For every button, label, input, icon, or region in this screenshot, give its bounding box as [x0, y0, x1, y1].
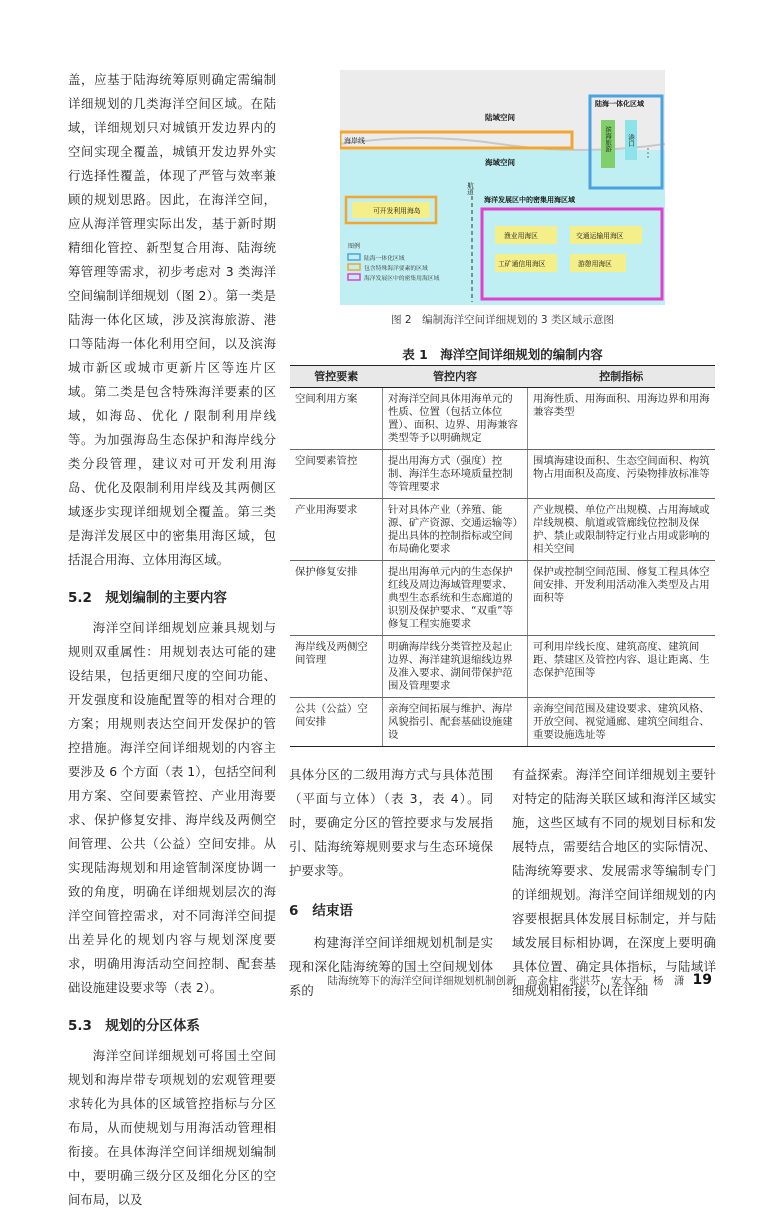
table-cell: 提出用海单元内的生态保护红线及周边海域管理要求、典型生态系统和生态廊道的识别及保护要求、“双重”等修复工程实施要求 [383, 561, 528, 636]
coastline-label: 海岸线 [344, 137, 365, 145]
table-cell: 保护修复安排 [290, 561, 383, 636]
table-cell: 产业用海要求 [290, 499, 383, 561]
transport-label: 交通运输用海区 [576, 232, 624, 240]
table-cell: 亲海空间拓展与维护、海岸风貌指引、配套基础设施建设 [383, 698, 528, 747]
page-footer [328, 972, 712, 988]
table-cell: 公共（公益）空间安排 [290, 698, 383, 747]
table-title: 表 1 海洋空间详细规划的编制内容 [402, 347, 603, 362]
middle-column [289, 763, 493, 1003]
channel-label: 航道 [466, 182, 474, 195]
table-cell: 明确海岸线分类管控及起止边界、海洋建筑退缩线边界及准入要求、湖间带保护范围及管理要求 [383, 636, 528, 698]
section-6-title: 结束语 [312, 903, 353, 919]
land-space-label: 陆域空间 [485, 113, 515, 122]
table-cell: 针对具体产业（养殖、能源、矿产资源、交通运输等）提出具体的控制指标或空间布局确化要求 [383, 499, 528, 561]
page-number: 19 [692, 972, 712, 988]
sea-space-label: 海域空间 [485, 158, 515, 167]
paragraph-5-3: 海洋空间详细规划可将国土空间规划和海岸带专项规划的宏观管理要求转化为具体的区域管控指标与分区布局，从而使规划与用海活动管理相衔接。在具体海洋空间详细规划编制中，要明确三级分区及细化分区的空间布局，以及 [68, 1048, 276, 1207]
table-header-row [290, 366, 715, 388]
table-row [290, 388, 715, 450]
table-row [290, 636, 715, 698]
table-cell: 保护或控制空间范围、修复工程具体空间安排、开发利用活动准入类型及占用面积等 [528, 561, 716, 636]
table-cell: 海岸线及两侧空间管理 [290, 636, 383, 698]
port-label: 港口 [627, 134, 635, 147]
table-header-cell: 管控要素 [290, 366, 383, 388]
section-6-heading [289, 901, 493, 921]
legend-title: 图例 [348, 243, 361, 250]
table-cell: 对海洋空间具体用海单元的性质、位置（包括立体位置）、面积、边界、用海兼容类型等予以明确规定 [383, 388, 528, 450]
table-row [290, 499, 715, 561]
tourism-label: 游憩用海区 [578, 260, 612, 268]
table-header-cell: 管控内容 [383, 366, 528, 388]
paragraph-5-2: 海洋空间详细规划应兼具规划与规则双重属性：用规划表达可能的建设结果，包括更细尺度的空间功能、开发强度和设施配置等的相对合理的方案；用规则表达空间开发保护的管控措施。海洋空间详细规划的内容主要涉及 6 个方面（表 1），包括空间利用方案、空间要素管控、产业用海要求、保护修复安排、海岸线及两侧空间管理、公共（公益）空间安排。从实现陆海规划和用途管制深度协调一致的角度，明确在详细规划层次的海洋空间管控需求，对不同海洋空间提出差异化的规划内容与规划深度要求，明确用海活动空间控制、配套基础设施建设要求等（表 2）。 [68, 620, 276, 995]
table-row [290, 698, 715, 747]
industrial-label: 工矿通信用海区 [498, 260, 546, 268]
table-cell: 亲海空间范围及建设要求、建筑风格、开放空间、视觉通廊、建筑空间组合、重要设施选址等 [528, 698, 716, 747]
table-cell: 空间要素管控 [290, 450, 383, 499]
dense-zone-label: 海洋发展区中的密集用海区域 [484, 196, 575, 204]
table-cell: 围填海建设面积、生态空间面积、构筑物占用面积及高度、污染物排放标准等 [528, 450, 716, 499]
right-column [512, 763, 716, 1003]
figure-caption: 图 2 编制海洋空间详细规划的 3 类区域示意图 [391, 314, 614, 326]
figure-2-diagram [340, 70, 665, 305]
legend-item-3: 海洋发展区中的密集用海区域 [364, 276, 440, 282]
section-6-number: 6 [289, 903, 299, 919]
fishery-label: 渔业用海区 [504, 232, 538, 240]
table-header-cell: 控制指标 [528, 366, 716, 388]
running-title: 陆海统筹下的海洋空间详细规划机制创新 高金柱，张洪芬，安太天，杨 潇 [327, 975, 685, 987]
legend-item-1: 陆海一体化区域 [364, 256, 405, 262]
land-sea-integration-label: 陆海一体化区域 [595, 100, 644, 108]
paragraph-intro: 盖，应基于陆海统筹原则确定需编制详细规划的几类海洋空间区域。在陆域，详细规划只对城镇开发边界内的空间实现全覆盖，城镇开发边界外实行选择性覆盖，体现了严管与效率兼顾的规划思路。因此，在海洋空间，应从海洋管理实际出发，基于新时期精细化管控、新型复合用海、陆海统筹管理等需求，初步考虑对 3 类海洋空间编制详细规划（图 2）。第一类是陆海一体化区域，涉及滨海旅游、港口等陆海一体化利用空间，以及滨海城市新区或城市更新片区等连片区域。第二类是包含特殊海洋要素的区域，如海岛、优化 / 限制利用岸线等。为加强海岛生态保护和海岸线分类分段管理，建议对可开发利用海岛、优化及限制利用岸线及其两侧区域逐步实现详细规划全覆盖。第三类是海洋发展区中的密集用海区域，包括混合用海、立体用海区域。 [68, 72, 276, 567]
legend-item-2: 包含特殊海洋要素的区域 [364, 266, 428, 272]
coastal-tourism-label: 滨海旅游 [604, 126, 612, 152]
table-cell: 可利用岸线长度、建筑高度、建筑间距、禁建区及管控内容、退让距离、生态保护范围等 [528, 636, 716, 698]
paragraph-conclusion-continued: 有益探索。海洋空间详细规划主要针对特定的陆海关联区域和海洋区域实施，这些区域有不同的规划目标和发展特点，需要结合地区的实际情况、陆海统筹要求、发展需求等编制专门的详细规划。海洋空间详细规划的内容要根据具体发展目标制定，并与陆域发展目标相协调，在深度上要明确具体位置、确定具体指标，与陆域详细规划相衔接，以在详细 [512, 767, 716, 998]
table-row [290, 450, 715, 499]
section-5-3-heading: 5.3 规划的分区体系 [68, 1018, 200, 1034]
table-cell: 提出用海方式（强度）控制、海洋生态环境质量控制等管理要求 [383, 450, 528, 499]
content-table [290, 365, 715, 747]
table-cell: 用海性质、用海面积、用海边界和用海兼容类型 [528, 388, 716, 450]
left-column [68, 68, 276, 1212]
paragraph-continued: 具体分区的二级用海方式与具体范围（平面与立体）（表 3，表 4）。同时，要确定分区的管控要求与发展指引、陆海统筹规则要求与生态环境保护要求等。 [289, 767, 493, 878]
table-row [290, 561, 715, 636]
table-cell: 产业规模、单位产出规模、占用海域或岸线规模、航道或管廊线位控制及保护、禁止或限制特定行业占用或影响的相关空间 [528, 499, 716, 561]
paragraph-conclusion: 构建海洋空间详细规划机制是实现和深化陆海统筹的国土空间规划体系的 [289, 935, 493, 998]
island-label: 可开发利用海岛 [373, 207, 421, 215]
section-5-2-heading: 5.2 规划编制的主要内容 [68, 590, 227, 606]
table-cell: 空间利用方案 [290, 388, 383, 450]
